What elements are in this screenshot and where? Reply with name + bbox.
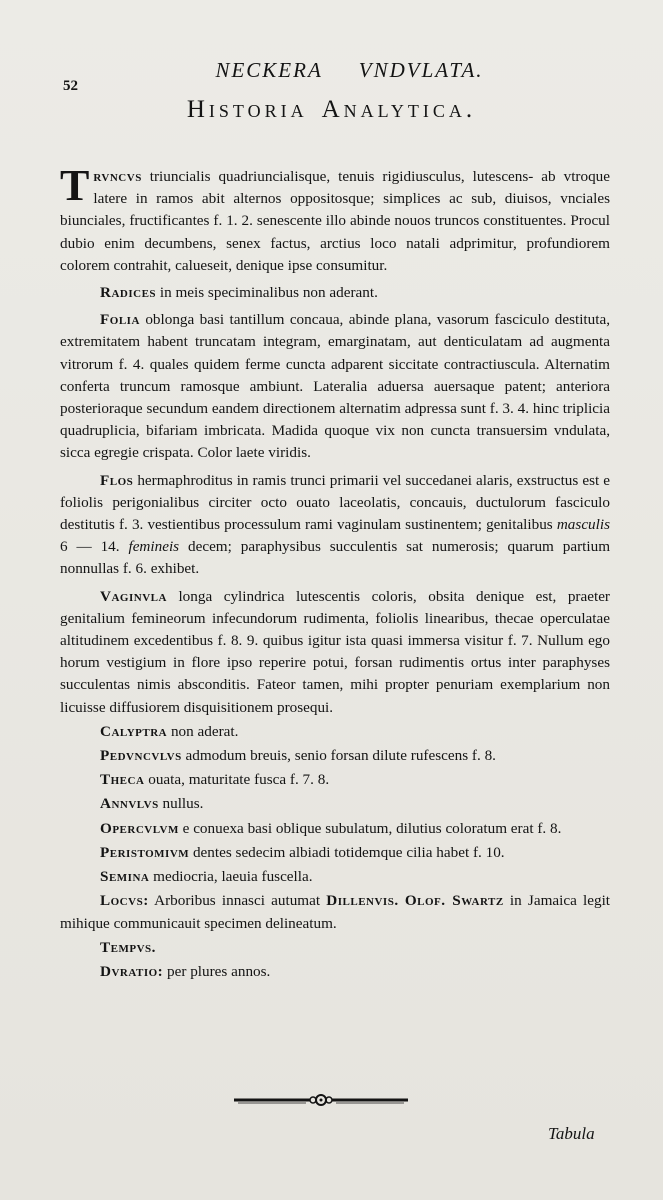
title-word-1: Historia bbox=[186, 96, 308, 123]
paragraph-text: e conuexa basi oblique subulatum, dilutius coloratum erat f. 8. bbox=[178, 819, 562, 837]
lead-word: Opercvlvm bbox=[100, 819, 179, 837]
lead-word: Dvratio: bbox=[100, 962, 164, 980]
lead-word: Semina bbox=[100, 868, 150, 886]
lead-word: Locvs: bbox=[100, 892, 149, 910]
lead-word: Flos bbox=[100, 471, 134, 489]
paragraph-text: in Jamaica legit mihique communicauit specimen delineatum. bbox=[60, 892, 611, 932]
ornamental-rule-icon bbox=[232, 1090, 410, 1110]
page-title bbox=[0, 96, 663, 124]
lead-word: rvncvs bbox=[93, 168, 142, 185]
paragraph-text: nullus. bbox=[158, 795, 204, 813]
paragraph-peristomium bbox=[60, 842, 610, 864]
paragraph-semina bbox=[60, 866, 610, 888]
paragraph-pedunculus bbox=[60, 745, 610, 767]
italic-term: femineis bbox=[128, 538, 180, 556]
catchword: Tabula bbox=[548, 1124, 595, 1143]
paragraph-duratio bbox=[60, 961, 610, 983]
paragraph-text: 6 — 14. bbox=[60, 538, 129, 556]
running-head-species: VNDVLATA. bbox=[358, 58, 484, 82]
lead-word: Folia bbox=[100, 311, 140, 329]
person-name: Dillenvis. bbox=[326, 892, 399, 910]
paragraph-radices bbox=[60, 282, 610, 304]
paragraph-text: longa cylindrica lutescentis coloris, obsita denique est, praeter genitalium femineorum infecundorum rudimenta, foliolis linearibus, thecae operculatae altitudinem excedentibus f. 8. 9. quibus igitur ista quasi immersa visitur f. 7. Nullum ego horum vestigium in flore ipso reperire potui, forsan rudimentis ortus inter paraphyses succulentas nimis absconditis. Fateor tamen, mihi propter penuriam exemplarium non licuisse diffusiorem disquisitionem prosequi. bbox=[60, 587, 610, 716]
lead-word: Radices bbox=[100, 284, 157, 302]
paragraph-flos bbox=[60, 470, 610, 581]
paragraph-folia bbox=[60, 309, 610, 464]
lead-word: Annvlvs bbox=[100, 795, 159, 813]
running-head-genus: NECKERA bbox=[215, 58, 323, 82]
drop-cap: T bbox=[60, 161, 90, 210]
paragraph-tempus bbox=[60, 937, 610, 959]
title-word-2: Analytica. bbox=[321, 96, 477, 123]
lead-word: Peristomivm bbox=[100, 843, 190, 861]
paragraph-annulus bbox=[60, 793, 610, 815]
paragraph-text: ouata, maturitate fusca f. 7. 8. bbox=[144, 771, 330, 789]
paragraph-calyptra bbox=[60, 721, 610, 743]
italic-term: masculis bbox=[556, 516, 610, 534]
person-name: Olof. Swartz bbox=[404, 892, 504, 910]
paragraph-text: decem; paraphysibus succulentis sat numerosis; quarum partium nonnullas f. 6. exhibet. bbox=[60, 538, 611, 578]
lead-word: Vaginvla bbox=[100, 587, 167, 605]
paragraph-text: per plures annos. bbox=[163, 962, 271, 980]
paragraph-text: dentes sedecim albiadi totidemque cilia habet f. 10. bbox=[189, 843, 505, 861]
paragraph-text: admodum breuis, senio forsan dilute rufescens f. 8. bbox=[181, 747, 496, 765]
lead-word: Pedvncvlvs bbox=[100, 747, 182, 765]
paragraph-text: in meis speciminalibus non aderant. bbox=[156, 284, 378, 302]
paragraph-text: Arboribus innasci autumat bbox=[148, 892, 327, 910]
paragraph-locus bbox=[60, 890, 610, 934]
paragraph-text: non aderat. bbox=[167, 722, 239, 740]
paragraph-vaginula bbox=[60, 586, 610, 719]
main-text bbox=[60, 161, 611, 983]
paragraph-operculum bbox=[60, 818, 610, 840]
lead-word: Tempvs. bbox=[100, 938, 156, 956]
paragraph-theca bbox=[60, 769, 610, 791]
paragraph-text: hermaphroditus in ramis trunci primarii vel succedanei alaris, exstructus est e foliolis perigonialibus circiter octo ouato laceolatis, concauis, ductulorum fasciculo destitutis f. 3. vestientibus processulum rami vaginulam sustinentem; genitalibus bbox=[60, 471, 610, 534]
page-number: 52 bbox=[63, 78, 78, 94]
lead-word: Theca bbox=[100, 771, 145, 789]
paragraph-truncus bbox=[60, 161, 610, 277]
paragraph-text: mediocria, laeuia fuscella. bbox=[149, 868, 313, 886]
paragraph-text: triuncialis quadriuncialisque, tenuis rigidiusculus, lutescens- ab vtroque latere in ramos abit alternos oppositosque; simplices ac sub, diuisos, vnciales biunciales, fructificantes f. 1. 2. senescente illo abinde nouos truncos constituentes. Procul dubio enim decumbens, senex factus, arctius loco natali adprimitur, profundiorem colorem contrahit, calueseit, denique ipse consumitur. bbox=[60, 168, 610, 274]
lead-word: Calyptra bbox=[100, 722, 168, 740]
paragraph-text: oblonga basi tantillum concaua, abinde plana, vasorum fasciculo destituta, extremitatem habent truncatam integram, emarginatam, aut denticulatam ad augmenta vitrorum f. 4. quales quidem ferme cuncta adparent siccitate contractiuscula. Alternatim conferta truncum ramosque ambiunt. Lateralia aduersa auersaque patent; anteriora posterioraque secundum eandem directionem alternatim adpressa sunt f. 3. 4. hinc triplicia quadruplicia, bifariam imbricata. Madida quoque vix non cuncta transuersim vndulata, sicca egregie crispata. Color laete viridis. bbox=[60, 311, 610, 462]
running-head bbox=[0, 58, 663, 83]
